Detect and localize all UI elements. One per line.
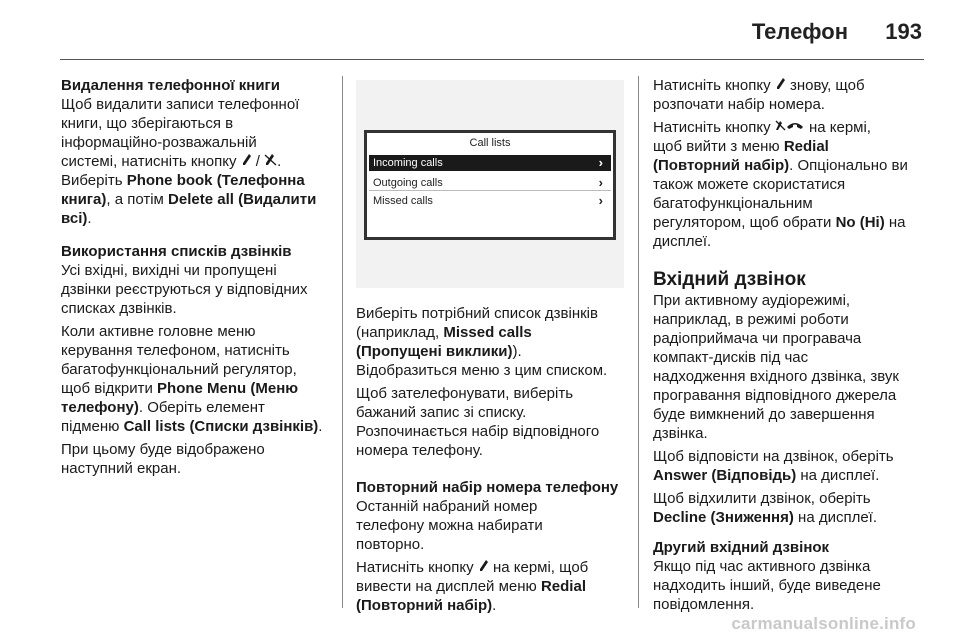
phone-icon [775, 76, 786, 95]
phone-icon [478, 558, 489, 577]
header-rule [60, 59, 924, 60]
paragraph: Якщо під час активного дзвінка надходить інший, буде виведене повідомлення. [653, 558, 881, 613]
page-header [0, 0, 960, 62]
paragraph: Коли активне головне меню керування телефоном, натисніть багатофункціональний регулятор, щоб відкрити Phone Menu (Меню телефону). Оберіть елемент підменю Call lists (Списки дзвінків). [61, 323, 323, 435]
section-heading-delete-phonebook: Видалення телефонної книги [61, 77, 281, 94]
column-1 [61, 76, 331, 482]
column-divider-1 [342, 76, 343, 608]
screen-title: Call lists [469, 137, 511, 149]
section-heading-redial: Повторний набір номера телефону [356, 479, 619, 496]
paragraph: При цьому буде відображено наступний екран. [61, 441, 265, 477]
paragraph: Останній набраний номер телефону можна набирати повторно. [356, 498, 543, 553]
section-heading-incoming-call: Вхідний дзвінок [653, 269, 806, 290]
steering-call-icon [775, 118, 805, 137]
paragraph: Усі вхідні, вихідні чи пропущені дзвінки реєструються у відповідних списках дзвінків. [61, 262, 308, 317]
chevron-right-icon: › [598, 193, 603, 208]
call-lists-screen-figure [356, 80, 624, 288]
list-item-missed-calls[interactable]: Missed calls › [373, 193, 603, 208]
list-item-outgoing-calls[interactable]: Outgoing calls › [369, 175, 611, 191]
paragraph-delete-phonebook: Щоб видалити записи телефонної книги, що зберігаються в інформаційно-розважальній системі, натисніть кнопку / . Виберіть Phone book (Телефонна книга), а потім Delete all (Видалити всі). [61, 96, 317, 227]
footer [0, 612, 960, 642]
paragraph: Щоб зателефонувати, виберіть бажаний запис зі списку. Розпочинається набір відповідного номера телефону. [356, 385, 600, 459]
phone-off-icon [264, 152, 277, 171]
column-divider-2 [638, 76, 639, 608]
column-3 [653, 76, 925, 618]
paragraph: При активному аудіорежимі, наприклад, в режимі роботи радіоприймача чи програвача компакт-дисків під час надходження вхідного дзвінка, звук програвання відповідного джерела буде вимкнений до завершення дзвінка. [653, 292, 899, 442]
paragraph: Виберіть потрібний список дзвінків (наприклад, Missed calls (Пропущені виклики)). Відобразиться меню з цим списком. [356, 305, 608, 379]
paragraph: Щоб відповісти на дзвінок, оберіть Answer (Відповідь) на дисплеї. [653, 448, 894, 484]
column-2 [356, 304, 626, 619]
display-screen [364, 130, 616, 240]
phone-icon [241, 152, 252, 171]
paragraph: Натисніть кнопку на кермі, щоб вийти з меню Redial (Повторний набір). Опціонально ви також можете скористатися багатофункціональним регулятором, щоб обрати No (Ні) на дисплеї. [653, 119, 908, 250]
page-title: Телефон [751, 19, 848, 44]
section-heading-call-lists: Використання списків дзвінків [61, 243, 292, 260]
page-number: 193 [885, 19, 922, 44]
paragraph: Натисніть кнопку знову, щоб розпочати набір номера. [653, 77, 865, 113]
paragraph: Щоб відхилити дзвінок, оберіть Decline (Зниження) на дисплеї. [653, 490, 878, 526]
chevron-right-icon: › [598, 175, 603, 190]
chevron-right-icon: › [598, 155, 603, 170]
section-heading-second-call: Другий вхідний дзвінок [653, 539, 830, 556]
list-item-incoming-calls[interactable]: Incoming calls › [369, 155, 611, 171]
watermark: carmanualsonline.info [731, 614, 916, 633]
paragraph: Натисніть кнопку на кермі, щоб вивести на дисплей меню Redial (Повторний набір). [356, 559, 589, 614]
